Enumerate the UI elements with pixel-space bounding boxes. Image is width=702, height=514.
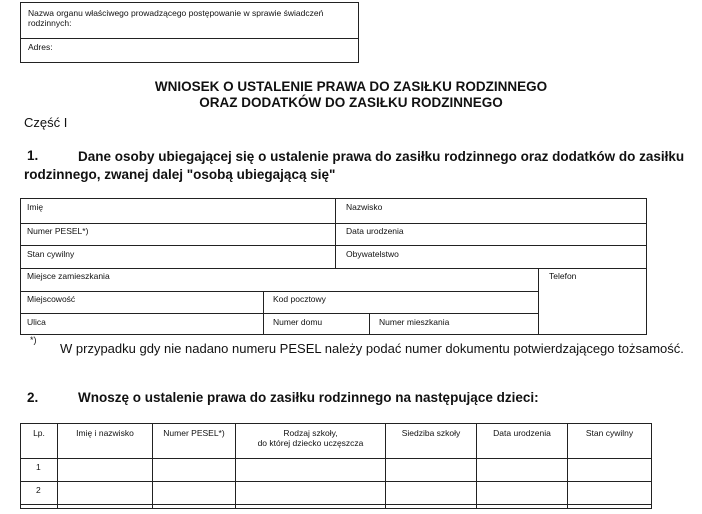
col-divider [263, 291, 264, 334]
header-birth-date: Data urodzenia [493, 428, 551, 438]
street-field[interactable]: Ulica [27, 317, 46, 327]
row-divider [21, 245, 646, 246]
pesel-field[interactable]: Numer PESEL*) [27, 226, 89, 236]
row-divider [21, 504, 651, 505]
row-divider [21, 268, 646, 269]
header-pesel: Numer PESEL*) [163, 428, 225, 438]
children-table [20, 423, 652, 509]
row-divider [21, 223, 646, 224]
col-divider [335, 199, 336, 268]
col-divider [538, 268, 539, 334]
section-2-heading: Wnoszę o ustalenie prawa do zasiłku rodzinnego na następujące dzieci: [78, 390, 539, 405]
organ-name-label: Nazwa organu właściwego prowadzącego postępowanie w sprawie świadczeń rodzinnych: [28, 8, 324, 28]
header-school-type-line-1: Rodzaj szkoły, [283, 428, 338, 438]
first-name-field[interactable]: Imię [27, 202, 44, 212]
header-school-type-line-2: do której dziecko uczęszcza [257, 438, 364, 448]
citizenship-field[interactable]: Obywatelstwo [346, 249, 399, 259]
page-title [0, 79, 702, 111]
title-line-2: ORAZ DODATKÓW DO ZASIŁKU RODZINNEGO [199, 95, 503, 110]
header-lp: Lp. [33, 428, 45, 438]
row-divider [21, 291, 538, 292]
house-number-field[interactable]: Numer domu [273, 317, 323, 327]
row-number: 2 [36, 485, 41, 495]
residence-label: Miejsce zamieszkania [27, 271, 110, 281]
header-marital-status: Stan cywilny [585, 428, 634, 438]
row-divider [21, 313, 538, 314]
address-label: Adres: [28, 42, 53, 52]
footnote-text: W przypadku gdy nie nadano numeru PESEL należy podać numer dokumentu potwierdzającego tożsamość. [60, 341, 684, 356]
flat-number-field[interactable]: Numer mieszkania [379, 317, 450, 327]
header-school-seat: Siedziba szkoły [401, 428, 461, 438]
postal-code-field[interactable]: Kod pocztowy [273, 294, 326, 304]
header-school-type [236, 428, 385, 448]
marital-status-field[interactable]: Stan cywilny [27, 249, 75, 259]
section-1-heading: Dane osoby ubiegającej się o ustalenie prawa do zasiłku rodzinnego oraz dodatków do zasiłku rodzinnego, zwanej dalej "osobą ubiegającą się" [24, 149, 685, 182]
header-name: Imię i nazwisko [76, 428, 134, 438]
applicant-data-table [20, 198, 647, 335]
organ-info-box [20, 2, 359, 63]
footnote-mark: *) [30, 335, 37, 345]
row-number: 1 [36, 462, 41, 472]
divider [21, 38, 358, 39]
phone-field[interactable]: Telefon [549, 271, 577, 281]
section-2-number: 2. [27, 390, 39, 405]
part-label: Część I [24, 115, 68, 130]
surname-field[interactable]: Nazwisko [346, 202, 383, 212]
col-divider [369, 313, 370, 334]
row-divider [21, 481, 651, 482]
section-1-number: 1. [27, 148, 39, 163]
locality-field[interactable]: Miejscowość [27, 294, 76, 304]
title-line-1: WNIOSEK O USTALENIE PRAWA DO ZASIŁKU RODZINNEGO [154, 79, 548, 94]
birth-date-field[interactable]: Data urodzenia [346, 226, 404, 236]
row-divider [21, 458, 651, 459]
